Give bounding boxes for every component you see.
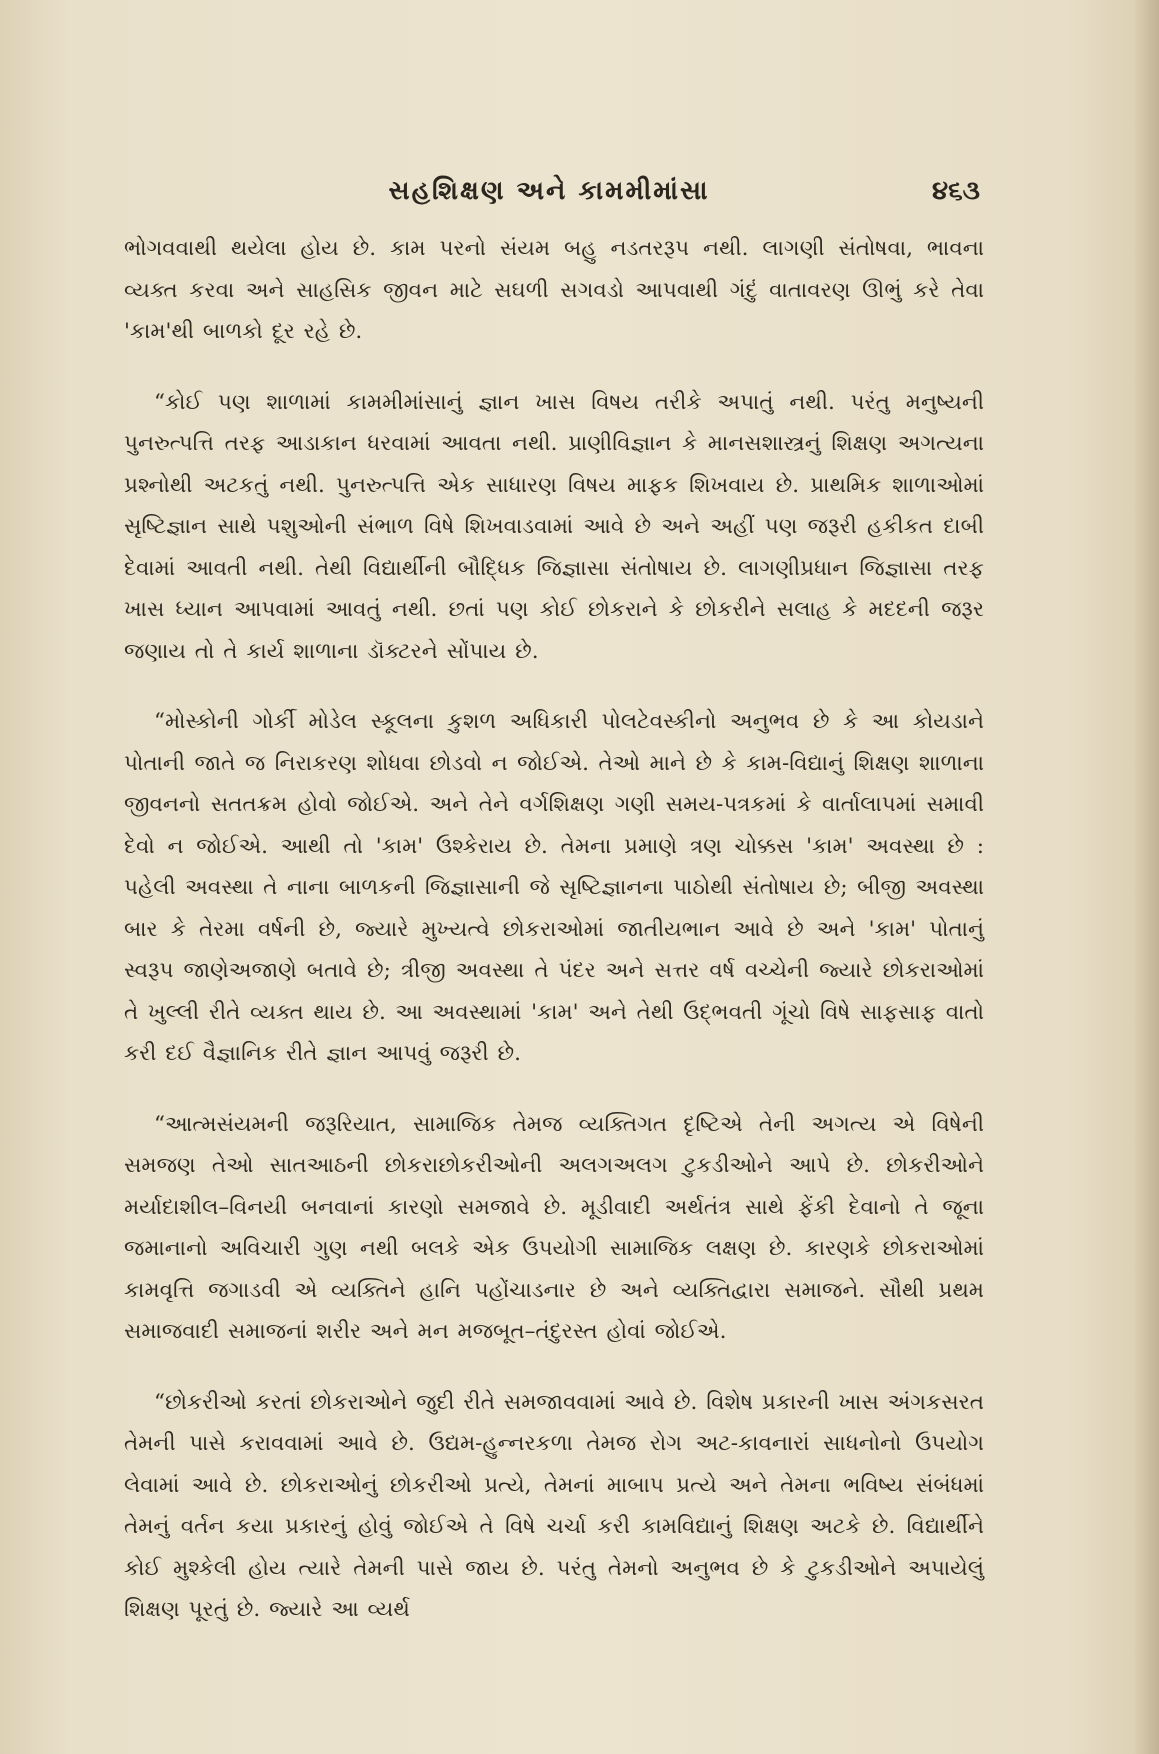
page-number: ૪૬૩ <box>932 176 980 206</box>
page-header <box>118 176 980 216</box>
paragraph-boys-instruction: “છોકરીઓ કરતાં છોકરાઓને જુદી રીતે સમજાવવામાં આવે છે. વિશેષ પ્રકારની ખાસ અંગકસરત તેમની પાસે કરાવવામાં આવે છે. ઉદ્યમ-હુન્નરકળા તેમજ રોગ અટ-કાવનારાં સાધનોનો ઉપયોગ લેવામાં આવે છે. છોકરાઓનું છોકરીઓ પ્રત્યે, તેમનાં માબાપ પ્રત્યે અને તેમના ભવિષ્ય સંબંધમાં તેમનું વર્તન કયા પ્રકારનું હોવું જોઈએ તે વિષે ચર્ચા કરી કામવિદ્યાનું શિક્ષણ અટકે છે. વિદ્યાર્થીને કોઈ મુશ્કેલી હોય ત્યારે તેમની પાસે જાય છે. પરંતુ તેમનો અનુભવ છે કે ટુકડીઓને અપાયેલું શિક્ષણ પૂરતું છે. જ્યારે આ વ્યર્થ <box>124 1389 984 1622</box>
paragraph-school-sex-education: “કોઈ પણ શાળામાં કામમીમાંસાનું જ્ઞાન ખાસ વિષય તરીકે અપાતું નથી. પરંતુ મનુષ્યની પુનરુત્પત્તિ તરફ આડાકાન ધરવામાં આવતા નથી. પ્રાણીવિજ્ઞાન કે માનસશાસ્ત્રનું શિક્ષણ અગત્યના પ્રશ્નોથી અટકતું નથી. પુનરુત્પત્તિ એક સાધારણ વિષય માફક શિખવાય છે. પ્રાથમિક શાળાઓમાં સૃષ્ટિજ્ઞાન સાથે પશુઓની સંભાળ વિષે શિખવાડવામાં આવે છે અને અહીં પણ જરૂરી હકીકત દાબી દેવામાં આવતી નથી. તેથી વિદ્યાર્થીની બૌદ્ધિક જિજ્ઞાસા સંતોષાય છે. લાગણીપ્રધાન જિજ્ઞાસા તરફ ખાસ ધ્યાન આપવામાં આવતું નથી. છતાં પણ કોઈ છોકરાને કે છોકરીને સલાહ કે મદદની જરૂર જણાય તો તે કાર્ય શાળાના ડૉક્ટરને સોંપાય છે. <box>124 389 984 664</box>
body-text <box>124 228 984 1631</box>
running-title: સહશિક્ષણ અને કામમીમાંસા <box>388 176 710 206</box>
paragraph-gorky-model-school: “મોસ્કોની ગોર્કી મોડેલ સ્કૂલના કુશળ અધિકારી પોલટેવસ્કીનો અનુભવ છે કે આ કોયડાને પોતાની જાતે જ નિરાકરણ શોધવા છોડવો ન જોઈએ. તેઓ માને છે કે કામ-વિદ્યાનું શિક્ષણ શાળાના જીવનનો સતતક્રમ હોવો જોઈએ. અને તેને વર્ગશિક્ષણ ગણી સમય-પત્રકમાં કે વાર્તાલાપમાં સમાવી દેવો ન જોઈએ. આથી તો 'કામ' ઉશ્કેરાય છે. તેમના પ્રમાણે ત્રણ ચોક્કસ 'કામ' અવસ્થા છે : પહેલી અવસ્થા તે નાના બાળકની જિજ્ઞાસાની જે સૃષ્ટિજ્ઞાનના પાઠોથી સંતોષાય છે; બીજી અવસ્થા બાર કે તેરમા વર્ષની છે, જ્યારે મુખ્યત્વે છોકરાઓમાં જાતીયભાન આવે છે અને 'કામ' પોતાનું સ્વરૂપ જાણેઅજાણે બતાવે છે; ત્રીજી અવસ્થા તે પંદર અને સત્તર વર્ષ વચ્ચેની જ્યારે છોકરાઓમાં તે ખુલ્લી રીતે વ્યક્ત થાય છે. આ અવસ્થામાં 'કામ' અને તેથી ઉદ્‌ભવતી ગૂંચો વિષે સાફસાફ વાતો કરી દઈ વૈજ્ઞાનિક રીતે જ્ઞાન આપવું જરૂરી છે. <box>124 709 984 1066</box>
paragraph-self-restraint: “આત્મસંયમની જરૂરિયાત, સામાજિક તેમજ વ્યક્તિગત દૃષ્ટિએ તેની અગત્ય એ વિષેની સમજણ તેઓ સાતઆઠની છોકરાછોકરીઓની અલગઅલગ ટુકડીઓને આપે છે. છોકરીઓને મર્યાદાશીલ–વિનયી બનવાનાં કારણો સમજાવે છે. મૂડીવાદી અર્થતંત્ર સાથે ફેંકી દેવાનો તે જૂના જમાનાનો અવિચારી ગુણ નથી બલકે એક ઉપયોગી સામાજિક લક્ષણ છે. કારણકે છોકરાઓમાં કામવૃત્તિ જગાડવી એ વ્યક્તિને હાનિ પહોંચાડનાર છે અને વ્યક્તિદ્વારા સમાજને. સૌથી પ્રથમ સમાજવાદી સમાજનાં શરીર અને મન મજબૂત–તંદુરસ્ત હોવાં જોઈએ. <box>124 1111 984 1344</box>
paragraph-continuation: ભોગવવાથી થયેલા હોય છે. કામ પરનો સંયમ બહુ નડતરરૂપ નથી. લાગણી સંતોષવા, ભાવના વ્યક્ત કરવા અને સાહસિક જીવન માટે સઘળી સગવડો આપવાથી ગંદું વાતાવરણ ઊભું કરે તેવા 'કામ'થી બાળકો દૂર રહે છે. <box>124 236 984 344</box>
